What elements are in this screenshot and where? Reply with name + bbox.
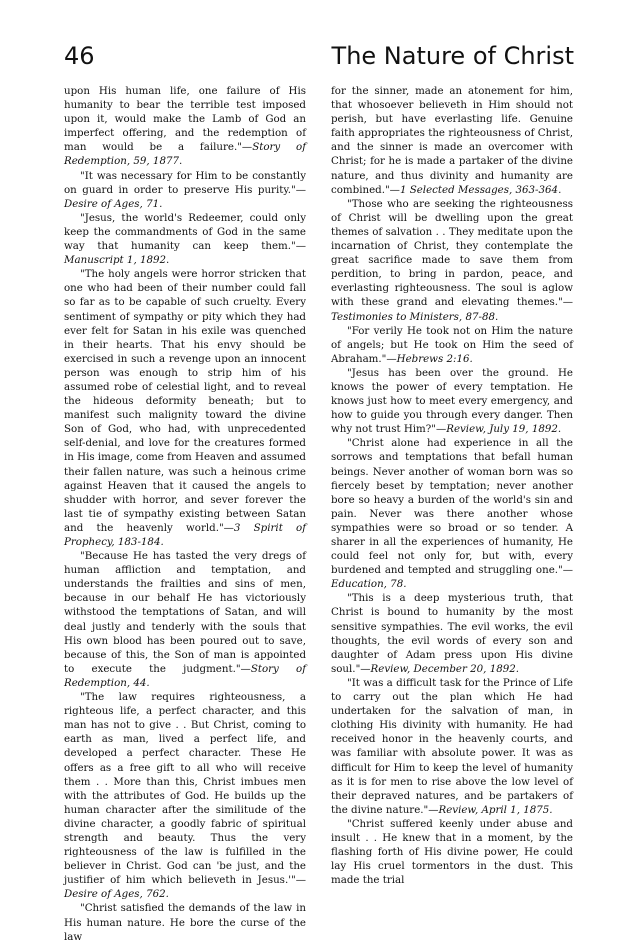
paragraph: "Those who are seeking the righteousness of Christ will be dwelling upon the great themes of salvation . . They meditate upon the incarnation of Christ, they contemplate the great sacrifice made to save them from perdition, to bring in pardon, peace, and everlasting righteousness. The soul is aglow with these grand and elevating themes."—Testimonies to Ministers, 87-88. [331, 197, 573, 323]
paragraph: "Christ alone had experience in all the sorrows and temptations that befall human beings. Never another of woman born was so fiercely beset by temptation; never another bore so heavy a burden of the world's sin and pain. Never was there another whose sympathies were so broad or so tender. A sharer in all the experiences of humanity, He could feel not only for, but with, every burdened and tempted and struggling one."—Education, 78. [331, 437, 573, 591]
paragraph: "Jesus has been over the ground. He knows the power of every temptation. He knows just how to meet every emergency, and how to guide you through every danger. Then why not trust Him?"—Review, July 19, 1892. [331, 366, 573, 436]
paragraph: "Jesus, the world's Redeemer, could only keep the commandments of God in the same way that humanity can keep them."—Manuscript 1, 1892. [64, 211, 306, 267]
paragraph: "The law requires righteousness, a righteous life, a perfect character, and this man has not to give . . But Christ, coming to earth as man, lived a perfect life, and developed a perfect character. These He offers as a free gift to all who will receive them . . More than this, Christ imbues men with the attributes of God. He builds up the human character after the similitude of the divine character, a goodly fabric of spiritual strength and beauty. Thus the very righteousness of the law is fulfilled in the believer in Christ. God can 'be just, and the justifier of him which believeth in Jesus.'"—Desire of Ages, 762. [64, 691, 306, 901]
left-column [64, 84, 306, 943]
page-number: 46 [64, 42, 95, 70]
running-title: The Nature of Christ [331, 42, 574, 70]
paragraph: "This is a deep mysterious truth, that Christ is bound to humanity by the most sensitive sympathies. The evil works, the evil thoughts, the evil words of every son and daughter of Adam press upon His divine soul."—Review, December 20, 1892. [331, 592, 573, 675]
paragraph: for the sinner, made an atonement for him, that whosoever believeth in Him should not perish, but have everlasting life. Genuine faith appropriates the righteousness of Christ, and the sinner is made an overcomer with Christ; for he is made a partaker of the divine nature, and thus divinity and humanity are combined."—1 Selected Messages, 363-364. [331, 85, 573, 196]
paragraph: "Christ suffered keenly under abuse and insult . . He knew that in a moment, by the flashing forth of His divine power, He could lay His cruel tormentors in the dust. This made the trial [331, 817, 573, 887]
paragraph: upon His human life, one failure of His humanity to bear the terrible test imposed upon it, would make the Lamb of God an imperfect offering, and the redemption of man would be a failure."—Story of Redemption, 59, 1877. [64, 85, 306, 168]
right-column [331, 84, 573, 887]
paragraph: "It was necessary for Him to be constantly on guard in order to preserve His purity."—Desire of Ages, 71. [64, 169, 306, 210]
paragraph: "It was a difficult task for the Prince of Life to carry out the plan which He had undertaken for the salvation of man, in clothing His divinity with humanity. He had received honor in the heavenly courts, and was familiar with absolute power. It was as difficult for Him to keep the level of humanity as it is for men to rise above the low level of their depraved natures, and be partakers of the divine nature."—Review, April 1, 1875. [331, 676, 573, 816]
paragraph: "Christ satisfied the demands of the law in His human nature. He bore the curse of the law [64, 902, 306, 943]
page-header [64, 42, 574, 72]
paragraph: "The holy angels were horror stricken that one who had been of their number could fall so far as to be capable of such cruelty. Every sentiment of sympathy or pity which they had ever felt for Satan in his exile was quenched in their hearts. That his envy should be exercised in such a revenge upon an innocent person was enough to strip him of his assumed robe of celestial light, and to reveal the hideous deformity beneath; but to manifest such malignity toward the divine Son of God, who had, with unprecedented self-denial, and love for the creatures formed in His image, come from Heaven and assumed their fallen nature, was such a heinous crime against Heaven that it caused the angels to shudder with horror, and sever forever the last tie of sympathy existing between Satan and the heavenly world."—3 Spirit of Prophecy, 183-184. [64, 268, 306, 548]
paragraph: "Because He has tasted the very dregs of human affliction and temptation, and understands the frailties and sins of men, because in our behalf He has victoriously withstood the temptations of Satan, and will deal justly and tenderly with the souls that His own blood has been poured out to save, because of this, the Son of man is appointed to execute the judgment."—Story of Redemption, 44. [64, 550, 306, 689]
paragraph: "For verily He took not on Him the nature of angels; but He took on Him the seed of Abraham."—Hebrews 2:16. [331, 324, 573, 365]
